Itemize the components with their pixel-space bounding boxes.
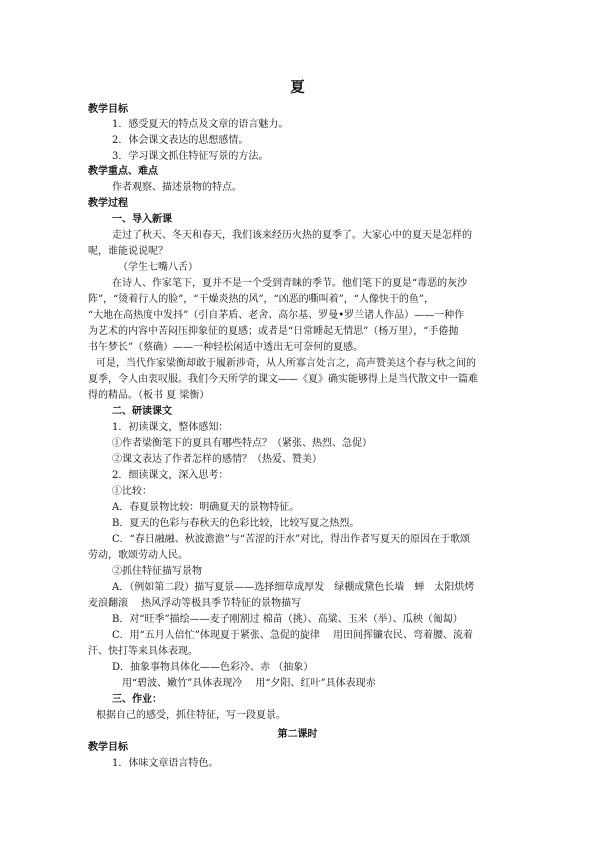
paragraph-line: C．用“五月人倍忙”体现夏于紧张、急促的旋律 用田间挥镰农民、弯着腰、流着 — [112, 630, 474, 641]
homework-text: 根据自己的感受，抓住特征，写一段夏景。 — [96, 710, 286, 721]
paragraph-line: 麦浪翻滚 热风浮动等极具季节特征的景物描写 — [88, 598, 302, 609]
paragraph-line: 呢，谁能说说呢？ — [88, 246, 168, 257]
paragraph-line: 得的精品。（板书 夏 梁衡） — [88, 390, 210, 401]
paragraph-line: ①比较： — [112, 486, 152, 497]
paragraph-line: 2．细读课文，深入思考： — [112, 470, 229, 481]
section-heading-process: 教学过程 — [88, 198, 128, 209]
paragraph-line: 1．初读课文，整体感知： — [112, 422, 229, 433]
second-lesson-title: 第二课时 — [277, 729, 318, 740]
paragraph-line: B．对“旺季”描绘——麦子刚割过 棉苗（挑）、高粱、玉米（举）、瓜秧（匍匐） — [112, 614, 463, 625]
section-heading-objectives-2: 教学目标 — [88, 742, 128, 753]
paragraph-line: C．“春日融融、秋波澹澹”与“苦涩的汗水”对比，得出作者写夏天的原因在于歌颂 — [112, 534, 471, 545]
paragraph-line: D．抽象事物具体化——色彩冷、赤 （抽象） — [112, 662, 314, 673]
keypoints-text: 作者观察、描述景物的特点。 — [112, 182, 242, 193]
paragraph-line: 夏季，令人由衷叹服。我们今天所学的课文——《夏》确实能够得上是当代散文中一篇难 — [88, 374, 478, 385]
part-heading-homework: 三、作业： — [112, 694, 162, 705]
paragraph-line: 劳动，歌颂劳动人民。 — [88, 550, 188, 561]
paragraph-line: （学生七嘴八舌） — [118, 262, 198, 273]
part-heading-study: 二、研读课文 — [112, 406, 172, 417]
objective-item: 3．学习课文抓住特征写景的方法。 — [112, 151, 269, 162]
paragraph-line: 汗、快打等来具体表现。 — [88, 646, 198, 657]
paragraph-line: 书午梦长”（蔡确）——一种轻松闲适中透出无可奈何的夏感。 — [88, 342, 364, 353]
paragraph-line: 可是，当代作家梁衡却敢于履新涉奇，从人所寡言处言之，高声赞美这个春与秋之间的 — [96, 358, 476, 369]
paragraph-line: 阵”，“烫着行人的脸”，“干燥炎热的风”，“凶恶的嘶叫着”，“人像快干的鱼”， — [88, 294, 435, 305]
objective-item: 2．体会课文表达的思想感情。 — [112, 135, 249, 146]
objective-item: 1．体味文章语言特色。 — [112, 758, 219, 769]
section-heading-objectives: 教学目标 — [88, 104, 128, 115]
paragraph-line: 用“碧波、嫩竹”具体表现冷 用“夕阳、红叶”具体表现赤 — [122, 678, 376, 689]
paragraph-line: ②课文表达了作者怎样的感情？（热爱、赞美） — [112, 454, 322, 465]
paragraph-line: B．夏天的色彩与春秋天的色彩比较，比较写夏之热烈。 — [112, 518, 360, 529]
section-heading-keypoints: 教学重点、难点 — [88, 166, 158, 177]
paragraph-line: “大地在高热度中发抖”（引自茅盾、老舍、高尔基、罗曼•罗兰诸人作品）——一种作 — [88, 310, 465, 321]
paragraph-line: A．（例如第二段）描写夏景——选择细草成厚发 绿棚成黛色长墙 蝉 太阳烘烤 — [112, 582, 475, 593]
part-heading-intro: 一、导入新课 — [112, 214, 172, 225]
paragraph-line: ①作者梁衡笔下的夏具有哪些特点？（紧张、热烈、急促） — [112, 438, 372, 449]
paragraph-line: A．春夏景物比较：明确夏天的景物特征。 — [112, 502, 300, 513]
paragraph-line: ②抓住特征描写景物 — [112, 566, 202, 577]
paragraph-line: 在诗人、作家笔下，夏并不是一个受到青睐的季节。他们笔下的夏是“毒恶的灰沙 — [112, 278, 468, 289]
paragraph-line: 为艺术的内容中苦闷压抑象征的夏感；或者是“日常睡起无情思”（杨万里），“手倦抛 — [88, 326, 459, 337]
objective-item: 1．感受夏天的特点及文章的语言魅力。 — [112, 119, 289, 130]
paragraph-line: 走过了秋天、冬天和春天，我们该来经历火热的夏季了。大家心中的夏天是怎样的 — [112, 230, 472, 241]
page-title: 夏 — [290, 79, 305, 96]
